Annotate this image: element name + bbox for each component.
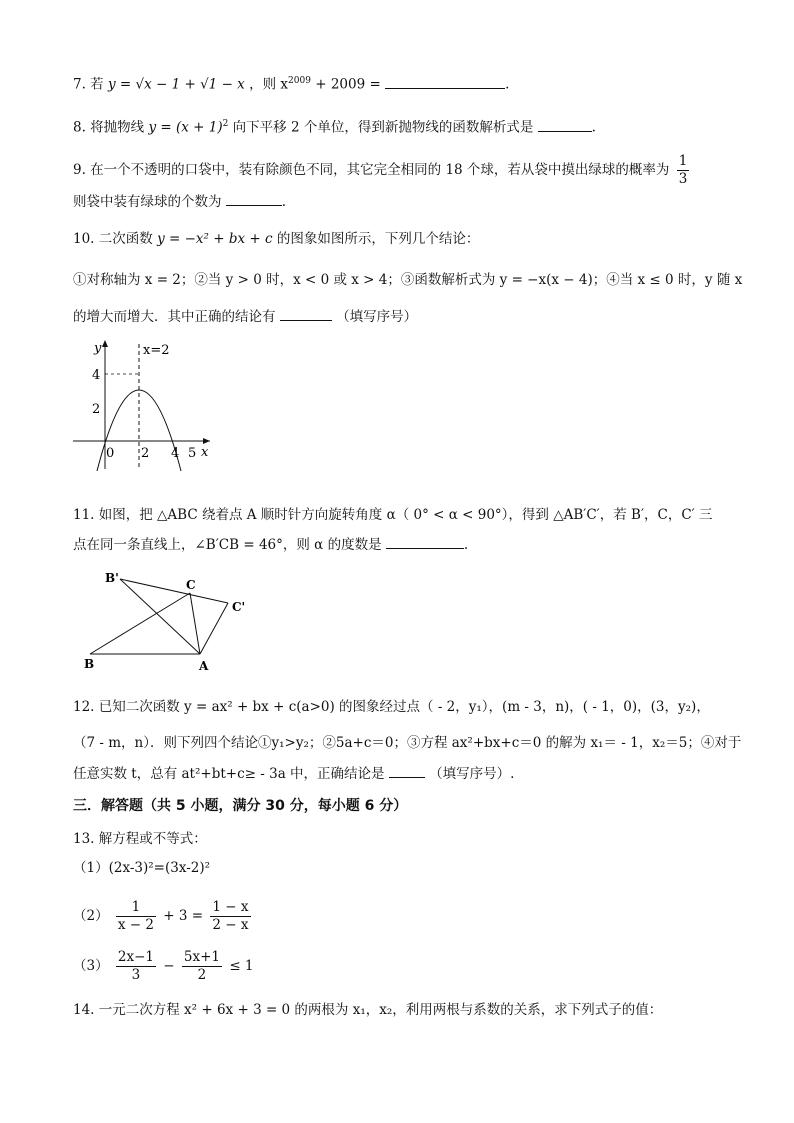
question-12-line-1 <box>73 697 710 717</box>
question-13-title: 13. 解方程或不等式： <box>73 831 207 847</box>
section-title: 三．解答题（共 5 小题，满分 30 分，每小题 6 分） <box>73 798 408 814</box>
q8-number: 8. 将抛物线 <box>73 119 145 136</box>
y-axis-arrow <box>102 340 108 347</box>
question-13-part-1: （1）(2x-3)²=(3x-2)² <box>73 860 211 876</box>
question-7 <box>73 71 509 95</box>
label-c: C <box>186 578 196 592</box>
rotation-figure <box>80 566 260 676</box>
fraction-denominator: 2 <box>197 967 207 983</box>
q8-exponent: 2 <box>222 119 229 129</box>
question-11-line-1 <box>73 505 713 525</box>
fraction-denominator: x − 2 <box>117 917 154 933</box>
question-14: 14. 一元二次方程 x² + 6x + 3 = 0 的两根为 x₁，x₂，利用两根与系数的关系，求下列式子的值： <box>73 1002 663 1018</box>
part-3-middle: − <box>163 958 175 974</box>
q9-end: . <box>281 194 287 210</box>
q11-line-2: 点在同一条直线上，∠B′CB = 46°，则 α 的度数是 <box>73 537 382 553</box>
fraction-numerator: 1 − x <box>212 899 249 915</box>
q8-expression: y = (x + 1) <box>148 119 223 136</box>
answer-blank <box>389 764 425 778</box>
fraction-denominator: 2 − x <box>212 917 249 933</box>
answer-blank <box>280 307 332 321</box>
fraction-denominator: 3 <box>678 171 688 187</box>
tick-x-5: 5 <box>188 446 197 461</box>
tick-x-2: 2 <box>141 446 150 461</box>
probability-fraction <box>677 153 690 188</box>
part-3-label: （3） <box>73 958 109 974</box>
part-2-middle: + 3 = <box>163 908 204 924</box>
question-13-part-3 <box>73 947 254 985</box>
q12-line-3: 任意实数 t，总有 at²+bt+c≥ - 3a 中，正确结论是 <box>73 766 385 782</box>
fraction-denominator: 3 <box>131 967 141 983</box>
fraction-numerator: 1 <box>116 899 156 917</box>
q12-line-2: （7 - m，n）．则下列四个结论①y₁>y₂；②5a+c＝0；③方程 ax²+bx+c＝0 的解为 x₁＝ - 1，x₂＝5；④对于 <box>73 735 742 751</box>
tick-y-4: 4 <box>92 368 101 383</box>
q10-text: 的图象如图所示，下列几个结论： <box>276 231 480 247</box>
q7-tail: + 2009 = <box>315 76 381 93</box>
q8-text: 向下平移 2 个单位，得到新抛物线的函数解析式是 <box>232 119 534 136</box>
q7-target: x <box>280 76 289 93</box>
q7-expression: y = √x − 1 + √1 − x <box>107 76 245 93</box>
q7-number: 7. 若 <box>73 76 104 93</box>
fraction-2 <box>210 899 250 934</box>
x-axis-arrow <box>203 438 210 444</box>
answer-blank <box>385 75 505 89</box>
tick-x-0: 0 <box>106 446 115 461</box>
q9-line-1: 9. 在一个不透明的口袋中，装有除颜色不同，其它完全相同的 18 个球，若从袋中摸出绿球的概率为 <box>73 162 670 178</box>
label-a: A <box>199 659 209 673</box>
answer-blank <box>386 535 464 549</box>
question-10-line-3 <box>73 307 417 327</box>
fraction-1 <box>116 899 156 934</box>
question-9-line-1 <box>73 153 692 188</box>
fraction-1 <box>116 949 156 984</box>
fraction-numerator: 5x+1 <box>183 949 221 965</box>
fraction-numerator: 1 <box>678 153 688 169</box>
q7-mid: ，则 <box>249 76 277 93</box>
q11-line-1: 11. 如图，把 △ABC 绕着点 A 顺时针方向旋转角度 α（ 0° < α < 90°），得到 △AB′C′，若 B′，C，C′ 三 <box>73 507 713 523</box>
tick-y-2: 2 <box>92 402 101 417</box>
part-3-end: ≤ 1 <box>229 958 254 974</box>
q12-line-3-end: （填写序号）. <box>429 766 515 782</box>
question-12-line-2 <box>73 733 741 753</box>
q10-expression: y = −x² + bx + c <box>157 231 273 247</box>
label-b-prime: B' <box>105 571 119 585</box>
label-b: B <box>84 657 95 671</box>
y-label: y <box>94 341 102 356</box>
segment-bc <box>90 593 190 654</box>
question-10-conclusions <box>73 270 742 290</box>
question-12-line-3 <box>73 764 514 784</box>
symmetry-label: x=2 <box>143 343 170 358</box>
q10-number: 10. 二次函数 <box>73 231 153 247</box>
x-label: x <box>201 445 209 460</box>
answer-blank <box>538 118 592 132</box>
answer-blank <box>226 192 282 206</box>
q12-line-1: 12. 已知二次函数 y = ax² + bx + c(a>0) 的图象经过点（ - 2，y₁），(m - 3，n)，( - 1，0)，(3，y₂)， <box>73 699 710 715</box>
q8-end: . <box>591 119 596 136</box>
question-9-line-2 <box>73 192 286 212</box>
fraction-numerator: 2x−1 <box>117 949 154 965</box>
fraction-2 <box>182 949 222 984</box>
question-11-line-2 <box>73 535 468 555</box>
question-13-part-2 <box>73 897 254 935</box>
q9-line-2: 则袋中装有绿球的个数为 <box>73 194 222 210</box>
q10-line-2: ①对称轴为 x = 2；②当 y > 0 时，x < 0 或 x > 4；③函数解析式为 y = −x(x − 4)；④当 x ≤ 0 时，y 随 x <box>73 272 743 288</box>
segment-c1-a <box>200 603 228 654</box>
part-2-label: （2） <box>73 908 109 924</box>
q7-target-exponent: 2009 <box>288 76 311 86</box>
label-c-prime: C' <box>232 600 246 614</box>
q7-end: . <box>505 76 510 93</box>
segment-ca <box>190 593 200 654</box>
question-10 <box>73 229 479 249</box>
q10-line-3-end: （填写序号） <box>336 309 418 325</box>
parabola-graph <box>70 336 220 471</box>
tick-x-4: 4 <box>171 446 180 461</box>
q10-line-3: 的增大而增大．其中正确的结论有 <box>73 309 276 325</box>
segment-b1-c1 <box>120 579 228 603</box>
q11-end: . <box>463 537 469 553</box>
question-8 <box>73 114 596 138</box>
